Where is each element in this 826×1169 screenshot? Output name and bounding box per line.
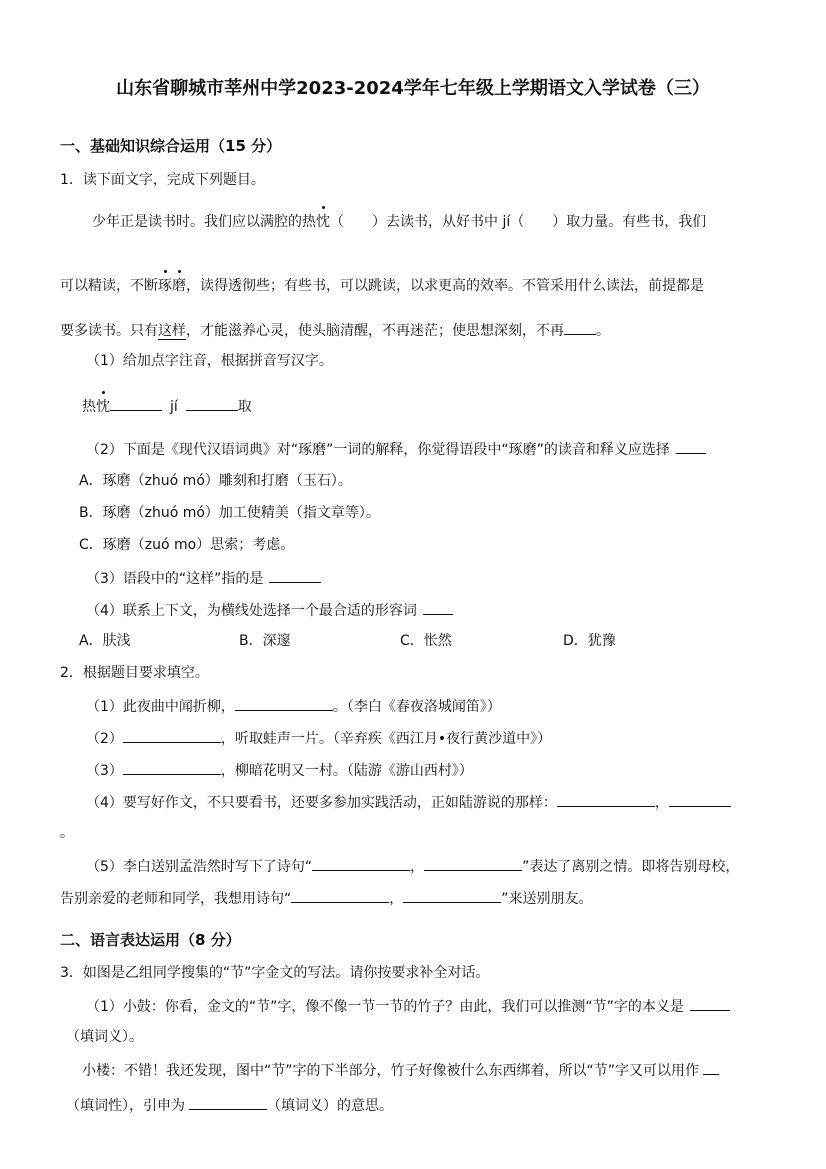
answer-blank[interactable] (291, 887, 389, 903)
option-b[interactable]: B．琢磨（zhuó mó）加工使精美（指文章等）。 (79, 505, 380, 521)
answer-blank[interactable] (235, 695, 333, 711)
comma: ， (389, 891, 404, 907)
dialogue-2 (82, 1059, 719, 1081)
poem-text: （3） (86, 763, 123, 779)
dotted-char: 忱 (96, 399, 110, 415)
dialogue-text: （填词性），引申为 (66, 1098, 185, 1114)
passage-line-2 (60, 276, 704, 296)
answer-blank[interactable] (269, 567, 321, 583)
answer-text: 热 (82, 399, 96, 415)
poem-text: （5）李白送别孟浩然时写下了诗句“ (86, 859, 313, 875)
hanzi-blank[interactable] (186, 395, 238, 411)
answer-blank[interactable] (557, 791, 655, 807)
choice-c[interactable]: C．怅然 (400, 633, 452, 649)
poem-fill-2 (86, 727, 551, 749)
poem-fill-4-end: 。 (60, 825, 74, 841)
answer-blank[interactable] (564, 319, 596, 335)
question-3-stem: 3．如图是乙组同学搜集的“节”字金文的写法。请你按要求补全对话。 (60, 965, 490, 981)
sub-question-1: （1）给加点字注音，根据拼音写汉字。 (86, 353, 333, 369)
answer-blank[interactable] (423, 599, 453, 615)
poem-fill-3 (86, 759, 473, 781)
section-heading-language-expression: 二、语言表达运用（8 分） (60, 931, 241, 949)
sub-question-3 (86, 567, 321, 589)
dotted-char: 琢 (158, 278, 172, 294)
dotted-char: 磨 (172, 278, 186, 294)
sub-question-1-answer-line (82, 395, 252, 417)
answer-blank[interactable] (690, 995, 730, 1011)
answer-text: 取 (237, 399, 252, 415)
underlined-word: 这样 (158, 323, 186, 339)
comma: ， (410, 859, 425, 875)
dotted-char: 忱 (316, 214, 330, 230)
poem-text: ”表达了离别之情。即将告别母校， (522, 859, 740, 875)
sub-question-2 (86, 438, 706, 460)
passage-text: ，读得透彻些；有些书，可以跳读，以求更高的效率。不管采用什么读法，前提都是 (186, 278, 704, 294)
sub-question-4 (86, 599, 453, 621)
answer-blank[interactable] (669, 791, 731, 807)
choice-a[interactable]: A．肤浅 (79, 633, 131, 649)
answer-blank[interactable] (703, 1059, 719, 1075)
passage-text: 可以精读，不断 (60, 278, 158, 294)
dialogue-text: 小楼：不错！我还发现，图中“节”字的下半部分，竹子好像被什么东西绑着，所以“节”字又可以用作 (82, 1063, 700, 1079)
exam-title: 山东省聊城市莘州中学2023-2024学年七年级上学期语文入学试卷（三） (116, 78, 710, 99)
dialogue-text: （填词义）的意思。 (267, 1098, 393, 1114)
sub-question-2-text: （2）下面是《现代汉语词典》对“琢磨”一词的解释，你觉得语段中“琢磨”的读音和释义应选择 (86, 442, 670, 458)
option-a[interactable]: A．琢磨（zhuó mó）雕刻和打磨（玉石）。 (79, 473, 352, 489)
passage-text: （ ）去读书，从好书中 jí（ ）取力量。有些书，我们 (330, 214, 707, 230)
sub-question-3-text: （3）语段中的“这样”指的是 (86, 571, 264, 587)
passage-line-1 (92, 212, 706, 232)
pinyin-blank[interactable] (110, 395, 162, 411)
question-2-stem: 2．根据题目要求填空。 (60, 665, 209, 681)
poem-text: （1）此夜曲中闻折柳， (86, 699, 235, 715)
poem-text: 告别亲爱的老师和同学，我想用诗句“ (60, 891, 292, 907)
answer-blank[interactable] (403, 887, 501, 903)
option-c[interactable]: C．琢磨（zuó mo）思索；考虑。 (79, 537, 295, 553)
answer-blank[interactable] (676, 438, 706, 454)
sub-question-4-text: （4）联系上下文，为横线处选择一个最合适的形容词 (86, 603, 417, 619)
poem-fill-1 (86, 695, 501, 717)
poem-text: ”来送别朋友。 (501, 891, 593, 907)
answer-blank[interactable] (312, 855, 410, 871)
dialogue-text: （1）小鼓：你看，金文的“节”字，像不像一节一节的竹子？由此，我们可以推测“节”字的本义是 (86, 999, 684, 1015)
answer-blank[interactable] (189, 1094, 267, 1110)
period: 。 (596, 323, 610, 339)
pinyin-text: jí (170, 399, 178, 415)
section-heading-basic-knowledge: 一、基础知识综合运用（15 分） (60, 137, 282, 155)
dialogue-1-end: （填词义）。 (66, 1029, 143, 1045)
answer-blank[interactable] (424, 855, 522, 871)
poem-fill-4 (86, 791, 731, 813)
passage-text: ，才能滋养心灵，使头脑清醒，不再迷茫；使思想深刻，不再 (186, 323, 564, 339)
question-1-stem: 1．读下面文字，完成下列题目。 (60, 172, 265, 188)
poem-fill-5-line-2 (60, 887, 593, 909)
passage-text: 少年正是读书时。我们应以满腔的热 (92, 214, 316, 230)
poem-source: 。（李白《春夜洛城闻笛》） (332, 699, 501, 715)
passage-line-3 (60, 319, 610, 341)
choice-d[interactable]: D．犹豫 (563, 633, 616, 649)
comma: ， (654, 795, 669, 811)
choice-b[interactable]: B．深邃 (239, 633, 291, 649)
answer-blank[interactable] (123, 727, 221, 743)
poem-source: ，柳暗花明又一村。（陆游《游山西村》） (220, 763, 473, 779)
dialogue-1 (86, 995, 730, 1017)
poem-source: ，听取蛙声一片。（辛弃疾《西江月•夜行黄沙道中》） (220, 731, 552, 747)
passage-text: 要多读书。只有 (60, 323, 158, 339)
dialogue-2-line-2 (66, 1094, 393, 1116)
answer-blank[interactable] (123, 759, 221, 775)
poem-fill-5 (86, 855, 739, 877)
poem-text: （4）要写好作文，不只要看书，还要多参加实践活动，正如陆游说的那样： (86, 795, 557, 811)
poem-text: （2） (86, 731, 123, 747)
